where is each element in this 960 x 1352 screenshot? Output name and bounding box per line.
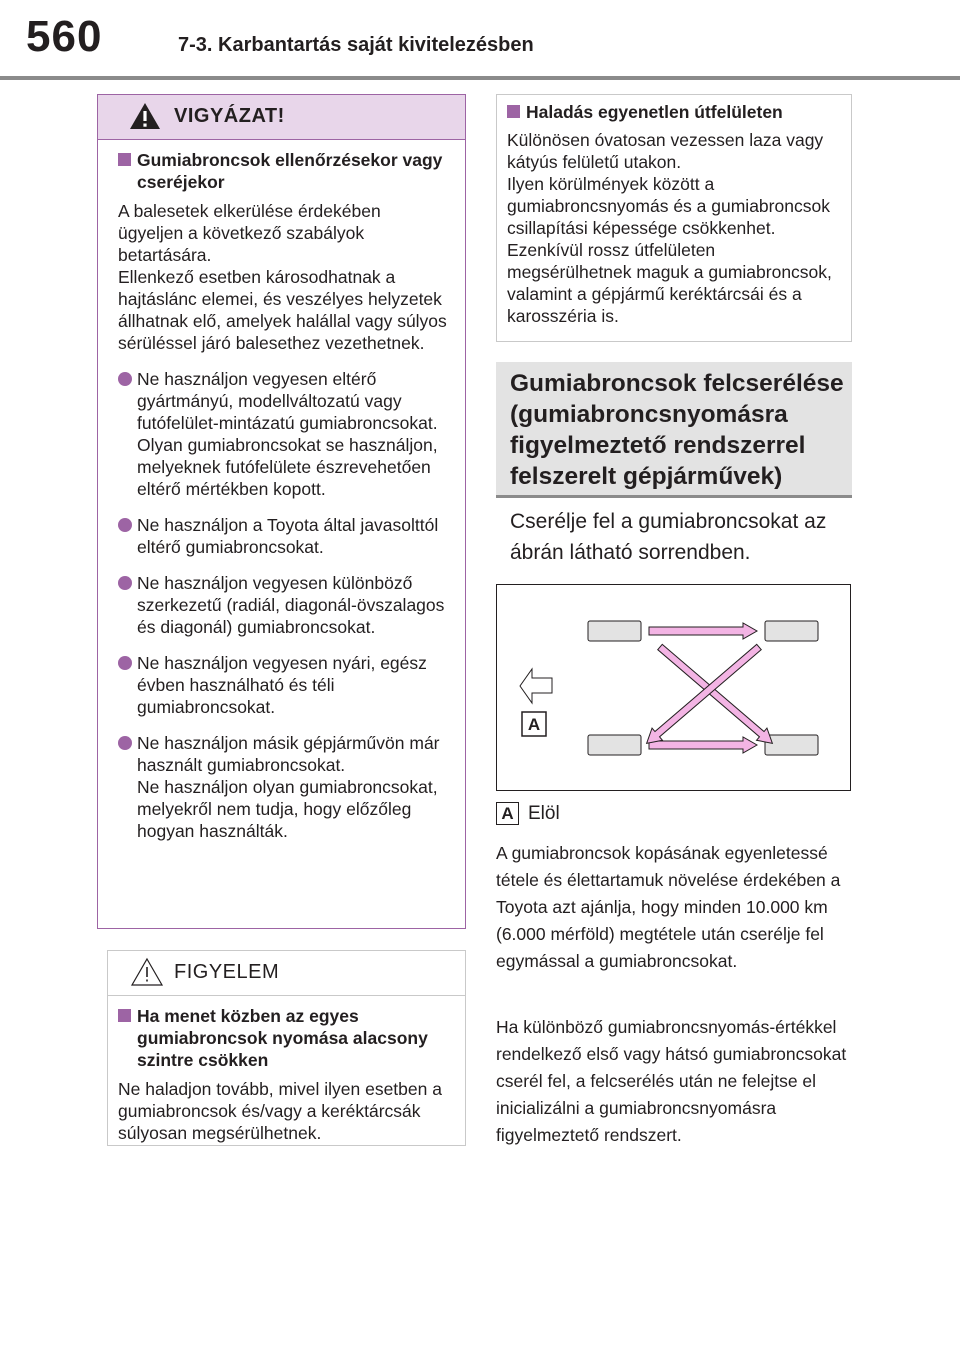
rotation-arrow-bottom bbox=[649, 737, 757, 753]
round-bullet-icon bbox=[118, 518, 132, 532]
page-number: 560 bbox=[26, 12, 103, 61]
caution-icon bbox=[130, 957, 164, 987]
caution-subheading: Ha menet közben az egyes gumiabroncsok nyomása alacsony szintre csökken bbox=[118, 1005, 447, 1071]
front-direction-arrow bbox=[520, 669, 552, 703]
rotation-paragraph-2: Ha különböző gumiabroncsnyomás-értékkel rendelkező első vagy hátsó gumiabroncsokat cserél fel, a felcserélés után ne felejtse el inicializálni a gumiabroncsnyomásra figyelmeztető rendszert. bbox=[496, 1017, 847, 1145]
rotation-section-banner bbox=[496, 362, 852, 498]
rotation-arrow-top bbox=[649, 623, 757, 639]
warning-intro: A balesetek elkerülése érdekében ügyeljen a következő szabályok betartására. Ellenkező esetben károsodhatnak a hajtáslánc elemei, és veszélyes helyzetek állhatnak elő, amelyek halállal vagy súlyos sérüléssel járó balesethez vezethetnek. bbox=[118, 201, 447, 353]
caution-text: Ne haladjon tovább, mivel ilyen esetben a gumiabroncsok és/vagy a keréktárcsák súlyosan megsérülhetnek. bbox=[118, 1079, 442, 1143]
rear-left-tire bbox=[588, 735, 641, 755]
warning-bullet: Ne használjon másik gépjárművön már használt gumiabroncsokat. Ne használjon olyan gumiabroncsokat, melyekről nem tudja, hogy előzőleg hogyan használták. bbox=[118, 732, 447, 842]
front-label-letter: A bbox=[527, 715, 541, 734]
caution-title: FIGYELEM bbox=[174, 961, 280, 983]
square-bullet-icon bbox=[118, 153, 131, 166]
rough-road-subheading: Haladás egyenetlen útfelületen bbox=[507, 101, 839, 123]
warning-subheading: Gumiabroncsok ellenőrzésekor vagy cseréjekor bbox=[118, 149, 447, 193]
header-rule bbox=[0, 76, 960, 80]
rotation-section-title: Gumiabroncsok felcserélése (gumiabroncsnyomásra figyelmeztető rendszerrel felszerelt gépjárművek) bbox=[510, 370, 844, 490]
legend-text: Elöl bbox=[528, 803, 560, 824]
rotation-diagram-svg bbox=[497, 585, 852, 792]
rough-road-text: Különösen óvatosan vezessen laza vagy kátyús felületű utakon. Ilyen körülmények között a gumiabroncsnyomás és a gumiabroncsok csillapítási képessége csökkenhet. Ezenkívül rossz útfelületen megsérülhetnek maguk a gumiabroncsok, valamint a gépjármű keréktárcsái és a karosszéria is. bbox=[507, 130, 832, 326]
warning-title: VIGYÁZAT! bbox=[174, 105, 285, 127]
square-bullet-icon bbox=[507, 105, 520, 118]
warning-box bbox=[97, 94, 466, 929]
rough-road-box bbox=[496, 94, 852, 342]
rear-right-tire bbox=[765, 735, 818, 755]
warning-header bbox=[98, 95, 465, 140]
round-bullet-icon bbox=[118, 372, 132, 386]
tire-rotation-diagram bbox=[496, 584, 851, 791]
front-right-tire bbox=[765, 621, 818, 641]
rotation-intro: Cserélje fel a gumiabroncsokat az ábrán látható sorrendben. bbox=[510, 510, 827, 564]
caution-header bbox=[108, 951, 465, 996]
caution-box bbox=[107, 950, 466, 1146]
warning-bullet: Ne használjon a Toyota által javasolttól eltérő gumiabroncsokat. bbox=[118, 514, 447, 558]
round-bullet-icon bbox=[118, 576, 132, 590]
square-bullet-icon bbox=[118, 1009, 131, 1022]
section-title: 7-3. Karbantartás saját kivitelezésben bbox=[178, 34, 534, 56]
rotation-paragraph-1: A gumiabroncsok kopásának egyenletessé tétele és élettartamuk növelése érdekében a Toyota azt ajánlja, hogy minden 10.000 km (6.000 mérföld) megtétele után cserélje fel egymással a gumiabroncsokat. bbox=[496, 843, 841, 971]
page-header bbox=[0, 0, 960, 78]
warning-bullet: Ne használjon vegyesen eltérő gyártmányú, modellváltozatú vagy futófelület-mintázatú gumiabroncsokat. Olyan gumiabroncsokat se használjon, melyeknek futófelülete észrevehetően eltérő mértékben kopott. bbox=[118, 368, 447, 500]
round-bullet-icon bbox=[118, 656, 132, 670]
rotation-arrow-diagonal-down bbox=[655, 641, 778, 749]
rotation-arrow-diagonal-up bbox=[641, 641, 764, 749]
front-left-tire bbox=[588, 621, 641, 641]
round-bullet-icon bbox=[118, 736, 132, 750]
warning-bullet: Ne használjon vegyesen nyári, egész évben használható és téli gumiabroncsokat. bbox=[118, 652, 447, 718]
legend-letter: A bbox=[496, 802, 519, 825]
warning-bullet: Ne használjon vegyesen különböző szerkezetű (radiál, diagonál-övszalagos és diagonál) gumiabroncsokat. bbox=[118, 572, 447, 638]
warning-icon bbox=[128, 101, 162, 131]
